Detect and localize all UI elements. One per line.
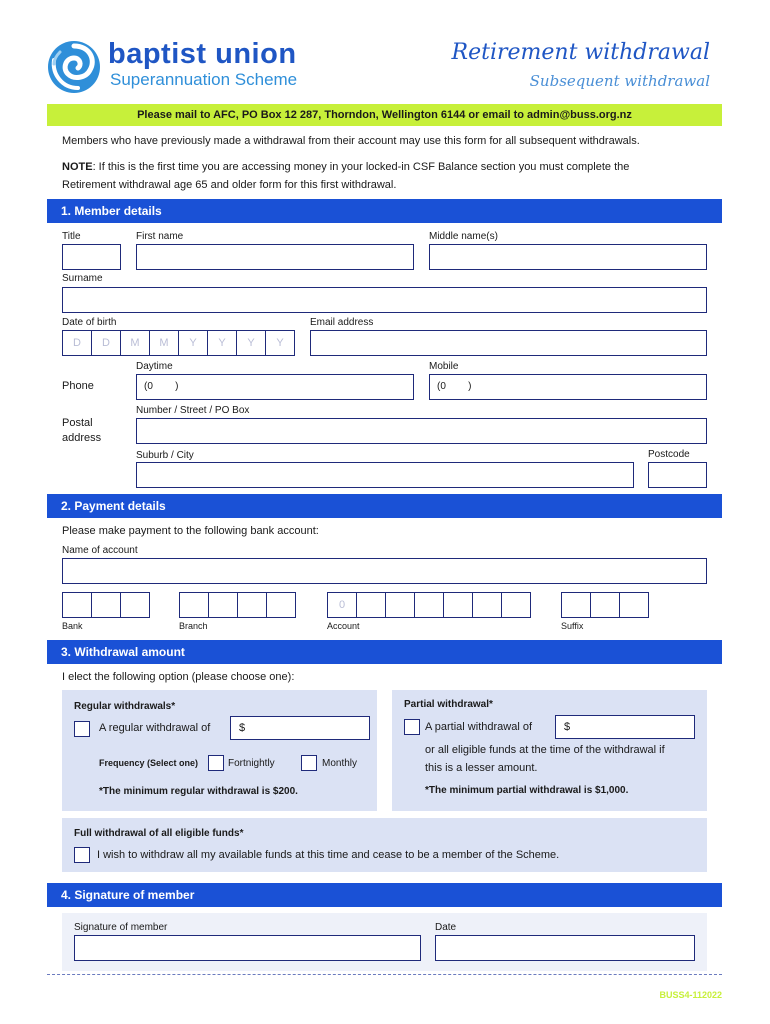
email-label: Email address: [310, 317, 374, 328]
partial-amount-field[interactable]: [555, 715, 695, 739]
full-withdrawal-label: I wish to withdraw all my available funds at this time and cease to be a member of the Scheme.: [97, 849, 560, 861]
account-digit-cell[interactable]: [356, 592, 386, 618]
account-name-field[interactable]: [62, 558, 707, 584]
monthly-checkbox[interactable]: [301, 755, 317, 771]
partial-withdrawal-panel: [392, 690, 707, 811]
section-signature-header: 4. Signature of member: [47, 883, 722, 907]
account-digit-cell[interactable]: [385, 592, 415, 618]
title-label: Title: [62, 231, 81, 242]
account-name-label: Name of account: [62, 545, 138, 556]
middle-name-label: Middle name(s): [429, 231, 498, 242]
account-digit-cell[interactable]: [472, 592, 502, 618]
branch-digit-cell[interactable]: [237, 592, 267, 618]
street-field[interactable]: [136, 418, 707, 444]
branch-digit-cell[interactable]: [266, 592, 296, 618]
account-number-field[interactable]: [327, 592, 535, 618]
suffix-label: Suffix: [561, 621, 584, 631]
note-line-2: Retirement withdrawal age 65 and older form for this first withdrawal.: [62, 179, 397, 191]
partial-withdrawal-title: Partial withdrawal*: [404, 699, 493, 710]
title-field[interactable]: [62, 244, 121, 270]
intro-text: Members who have previously made a withdrawal from their account may use this form for all subsequent withdrawals.: [62, 135, 640, 147]
mail-banner: [47, 104, 722, 126]
frequency-label: Frequency (Select one): [99, 758, 199, 768]
branch-number-field[interactable]: [179, 592, 299, 618]
note-line-1: : If this is the first time you are accessing money in your locked-in CSF Balance section you must complete the: [92, 161, 630, 173]
form-code: BUSS4-112022: [659, 990, 722, 1000]
dob-field[interactable]: [62, 330, 296, 356]
form-title: Retirement withdrawal: [451, 40, 710, 65]
bank-digit-cell[interactable]: [120, 592, 150, 618]
dob-cell[interactable]: Y: [178, 330, 208, 356]
surname-label: Surname: [62, 273, 103, 284]
signature-panel: [62, 913, 707, 971]
mobile-label: Mobile: [429, 361, 459, 372]
regular-amount-field[interactable]: [230, 716, 370, 740]
suffix-digit-cell[interactable]: [590, 592, 620, 618]
bank-number-field[interactable]: [62, 592, 152, 618]
regular-minimum-note: *The minimum regular withdrawal is $200.: [99, 786, 298, 797]
partial-note-2: this is a lesser amount.: [425, 762, 538, 774]
bank-digit-cell[interactable]: [62, 592, 92, 618]
partial-withdrawal-label: A partial withdrawal of: [425, 721, 532, 733]
first-name-field[interactable]: [136, 244, 414, 270]
full-withdrawal-checkbox[interactable]: [74, 847, 90, 863]
partial-currency: $: [564, 721, 571, 733]
bank-digit-cell[interactable]: [91, 592, 121, 618]
logo: [44, 38, 334, 96]
daytime-label: Daytime: [136, 361, 173, 372]
branch-label: Branch: [179, 621, 208, 631]
mail-banner-text: Please mail to AFC, PO Box 12 287, Thorndon, Wellington 6144 or email to admin@buss.org.nz: [137, 109, 632, 121]
dob-cell[interactable]: Y: [236, 330, 266, 356]
regular-withdrawal-label: A regular withdrawal of: [99, 722, 211, 734]
account-label: Account: [327, 621, 360, 631]
account-digit-cell[interactable]: [414, 592, 444, 618]
logo-subtitle: Superannuation Scheme: [110, 70, 298, 89]
account-digit-cell[interactable]: 0: [327, 592, 357, 618]
postcode-label: Postcode: [648, 449, 690, 460]
cut-line: [47, 974, 722, 975]
postal-label-2: address: [62, 432, 102, 444]
withdrawal-intro: I elect the following option (please choose one):: [62, 671, 295, 683]
swirl-logo-icon: [44, 38, 104, 96]
branch-digit-cell[interactable]: [208, 592, 238, 618]
daytime-phone-field[interactable]: [136, 374, 414, 400]
signature-field[interactable]: [74, 935, 421, 961]
partial-note-1: or all eligible funds at the time of the withdrawal if: [425, 744, 665, 756]
phone-label: Phone: [62, 380, 94, 392]
first-name-label: First name: [136, 231, 184, 242]
date-label: Date: [435, 922, 457, 933]
signature-label: Signature of member: [74, 922, 168, 933]
branch-digit-cell[interactable]: [179, 592, 209, 618]
middle-name-field[interactable]: [429, 244, 707, 270]
daytime-prefix: (0 ): [144, 381, 179, 392]
suffix-digit-cell[interactable]: [561, 592, 591, 618]
date-field[interactable]: [435, 935, 695, 961]
dob-cell[interactable]: D: [91, 330, 121, 356]
regular-withdrawal-checkbox[interactable]: [74, 721, 90, 737]
regular-withdrawal-title: Regular withdrawals*: [74, 701, 176, 712]
payment-intro: Please make payment to the following bank account:: [62, 525, 319, 537]
regular-currency: $: [239, 722, 246, 734]
regular-withdrawal-panel: [62, 690, 377, 811]
surname-field[interactable]: [62, 287, 707, 313]
postcode-field[interactable]: [648, 462, 707, 488]
suffix-number-field[interactable]: [561, 592, 651, 618]
dob-cell[interactable]: Y: [265, 330, 295, 356]
section-withdrawal-amount-header: 3. Withdrawal amount: [47, 640, 722, 664]
suffix-digit-cell[interactable]: [619, 592, 649, 618]
dob-cell[interactable]: D: [62, 330, 92, 356]
dob-label: Date of birth: [62, 317, 117, 328]
full-withdrawal-title: Full withdrawal of all eligible funds*: [74, 828, 244, 839]
bank-label: Bank: [62, 621, 83, 631]
fortnightly-label: Fortnightly: [228, 758, 275, 769]
account-digit-cell[interactable]: [443, 592, 473, 618]
postal-label-1: Postal: [62, 417, 93, 429]
note-text: [62, 161, 629, 173]
email-field[interactable]: [310, 330, 707, 356]
full-withdrawal-panel: [62, 818, 707, 872]
fortnightly-checkbox[interactable]: [208, 755, 224, 771]
partial-withdrawal-checkbox[interactable]: [404, 719, 420, 735]
dob-cell[interactable]: M: [120, 330, 150, 356]
mobile-prefix: (0 ): [437, 381, 472, 392]
dob-cell[interactable]: M: [149, 330, 179, 356]
suburb-label: Suburb / City: [136, 450, 194, 461]
dob-cell[interactable]: Y: [207, 330, 237, 356]
section-member-details-header: 1. Member details: [47, 199, 722, 223]
suburb-field[interactable]: [136, 462, 634, 488]
street-label: Number / Street / PO Box: [136, 405, 250, 416]
mobile-phone-field[interactable]: [429, 374, 707, 400]
section-payment-details-header: 2. Payment details: [47, 494, 722, 518]
account-digit-cell[interactable]: [501, 592, 531, 618]
monthly-label: Monthly: [322, 758, 358, 769]
logo-name: baptist union: [108, 38, 297, 70]
note-label: NOTE: [62, 161, 93, 173]
partial-minimum-note: *The minimum partial withdrawal is $1,000.: [425, 785, 629, 796]
form-subtitle: Subsequent withdrawal: [529, 72, 710, 90]
